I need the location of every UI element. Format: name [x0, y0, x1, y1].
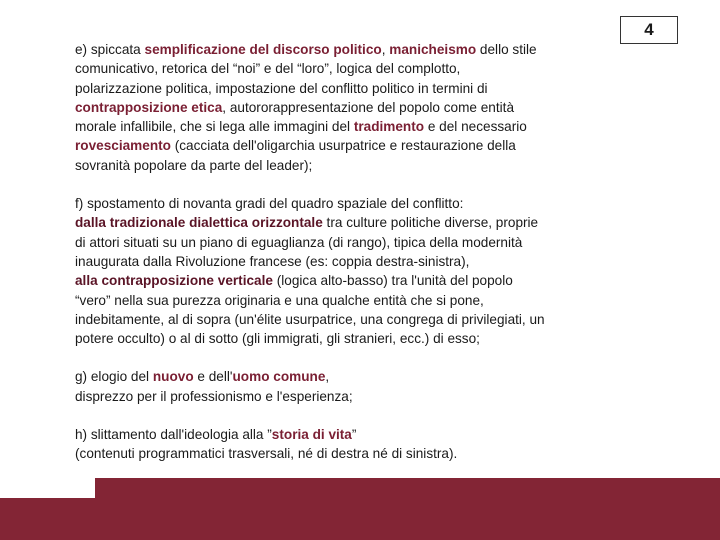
- text-line: [75, 367, 635, 386]
- footer-bar: [0, 478, 720, 540]
- text-line: [75, 291, 635, 310]
- text-segment: e del necessario: [424, 119, 527, 135]
- paragraph-g: [75, 367, 635, 406]
- paragraph-h: [75, 425, 635, 464]
- highlighted-term: tradimento: [353, 119, 425, 135]
- highlighted-term: rovesciamento: [75, 138, 171, 154]
- text-segment: morale infallibile, che si lega alle immagini del: [75, 119, 354, 135]
- text-segment: (logica alto-basso) tra l'unità del popolo: [272, 273, 513, 289]
- text-segment: f) spostamento di novanta gradi del quadro spaziale del conflitto:: [75, 196, 464, 212]
- text-line: [75, 233, 635, 252]
- highlighted-term: nuovo: [152, 369, 194, 385]
- text-segment: h) slittamento dall'ideologia alla ”: [75, 427, 272, 443]
- text-segment: “vero” nella sua purezza originaria e una qualche entità che si pone,: [75, 292, 484, 308]
- text-segment: ,: [381, 42, 390, 57]
- footer-notch: [0, 478, 95, 498]
- text-segment: tra culture politiche diverse, proprie: [322, 215, 539, 231]
- text-segment: inaugurata dalla Rivoluzione francese (es: coppia destra-sinistra),: [75, 253, 470, 269]
- highlighted-term: contrapposizione etica: [75, 99, 223, 115]
- text-segment: e) spiccata: [75, 42, 145, 57]
- text-segment: comunicativo, retorica del “noi” e del “loro”, logica del complotto,: [75, 61, 461, 77]
- text-segment: ,: [325, 369, 330, 385]
- text-line: [75, 271, 635, 290]
- page-number: 4: [620, 16, 678, 44]
- text-segment: , autororappresentazione del popolo come entità: [222, 99, 515, 115]
- text-segment: polarizzazione politica, impostazione del conflitto politico in termini di: [75, 80, 488, 96]
- text-segment: ”: [351, 427, 357, 443]
- text-segment: potere occulto) o al di sotto (gli immigrati, gli stranieri, ecc.) di esso;: [75, 331, 480, 347]
- text-line: [75, 156, 635, 175]
- highlighted-term: semplificazione del discorso politico: [144, 42, 382, 57]
- text-segment: (contenuti programmatici trasversali, né di destra né di sinistra).: [75, 446, 458, 462]
- highlighted-term: manicheismo: [389, 42, 477, 57]
- text-segment: g) elogio del: [75, 369, 153, 385]
- paragraph-e: [75, 40, 635, 175]
- text-line: [75, 136, 635, 155]
- text-segment: e dell': [193, 369, 233, 385]
- highlighted-term: dalla tradizionale dialettica orizzontale: [75, 215, 323, 231]
- text-line: [75, 213, 635, 232]
- text-line: [75, 310, 635, 329]
- highlighted-term: uomo comune: [232, 369, 326, 385]
- text-line: [75, 117, 635, 136]
- paragraph-f: [75, 194, 635, 348]
- text-segment: (cacciata dell'oligarchia usurpatrice e restaurazione della: [170, 138, 516, 154]
- slide-body: [75, 40, 635, 464]
- text-line: [75, 444, 635, 463]
- text-line: [75, 40, 635, 59]
- text-segment: disprezzo per il professionismo e l'esperienza;: [75, 388, 353, 404]
- text-line: [75, 79, 635, 98]
- text-line: [75, 387, 635, 406]
- text-line: [75, 329, 635, 348]
- text-line: [75, 194, 635, 213]
- highlighted-term: alla contrapposizione verticale: [75, 273, 273, 289]
- highlighted-term: storia di vita: [271, 427, 352, 443]
- text-segment: di attori situati su un piano di eguaglianza (di rango), tipica della modernità: [75, 234, 523, 250]
- text-line: [75, 59, 635, 78]
- text-line: [75, 98, 635, 117]
- text-line: [75, 252, 635, 271]
- text-segment: dello stile: [476, 42, 537, 57]
- text-segment: sovranità popolare da parte del leader);: [75, 157, 313, 173]
- text-segment: indebitamente, al di sopra (un'élite usurpatrice, una congrega di privilegiati, un: [75, 311, 545, 327]
- text-line: [75, 425, 635, 444]
